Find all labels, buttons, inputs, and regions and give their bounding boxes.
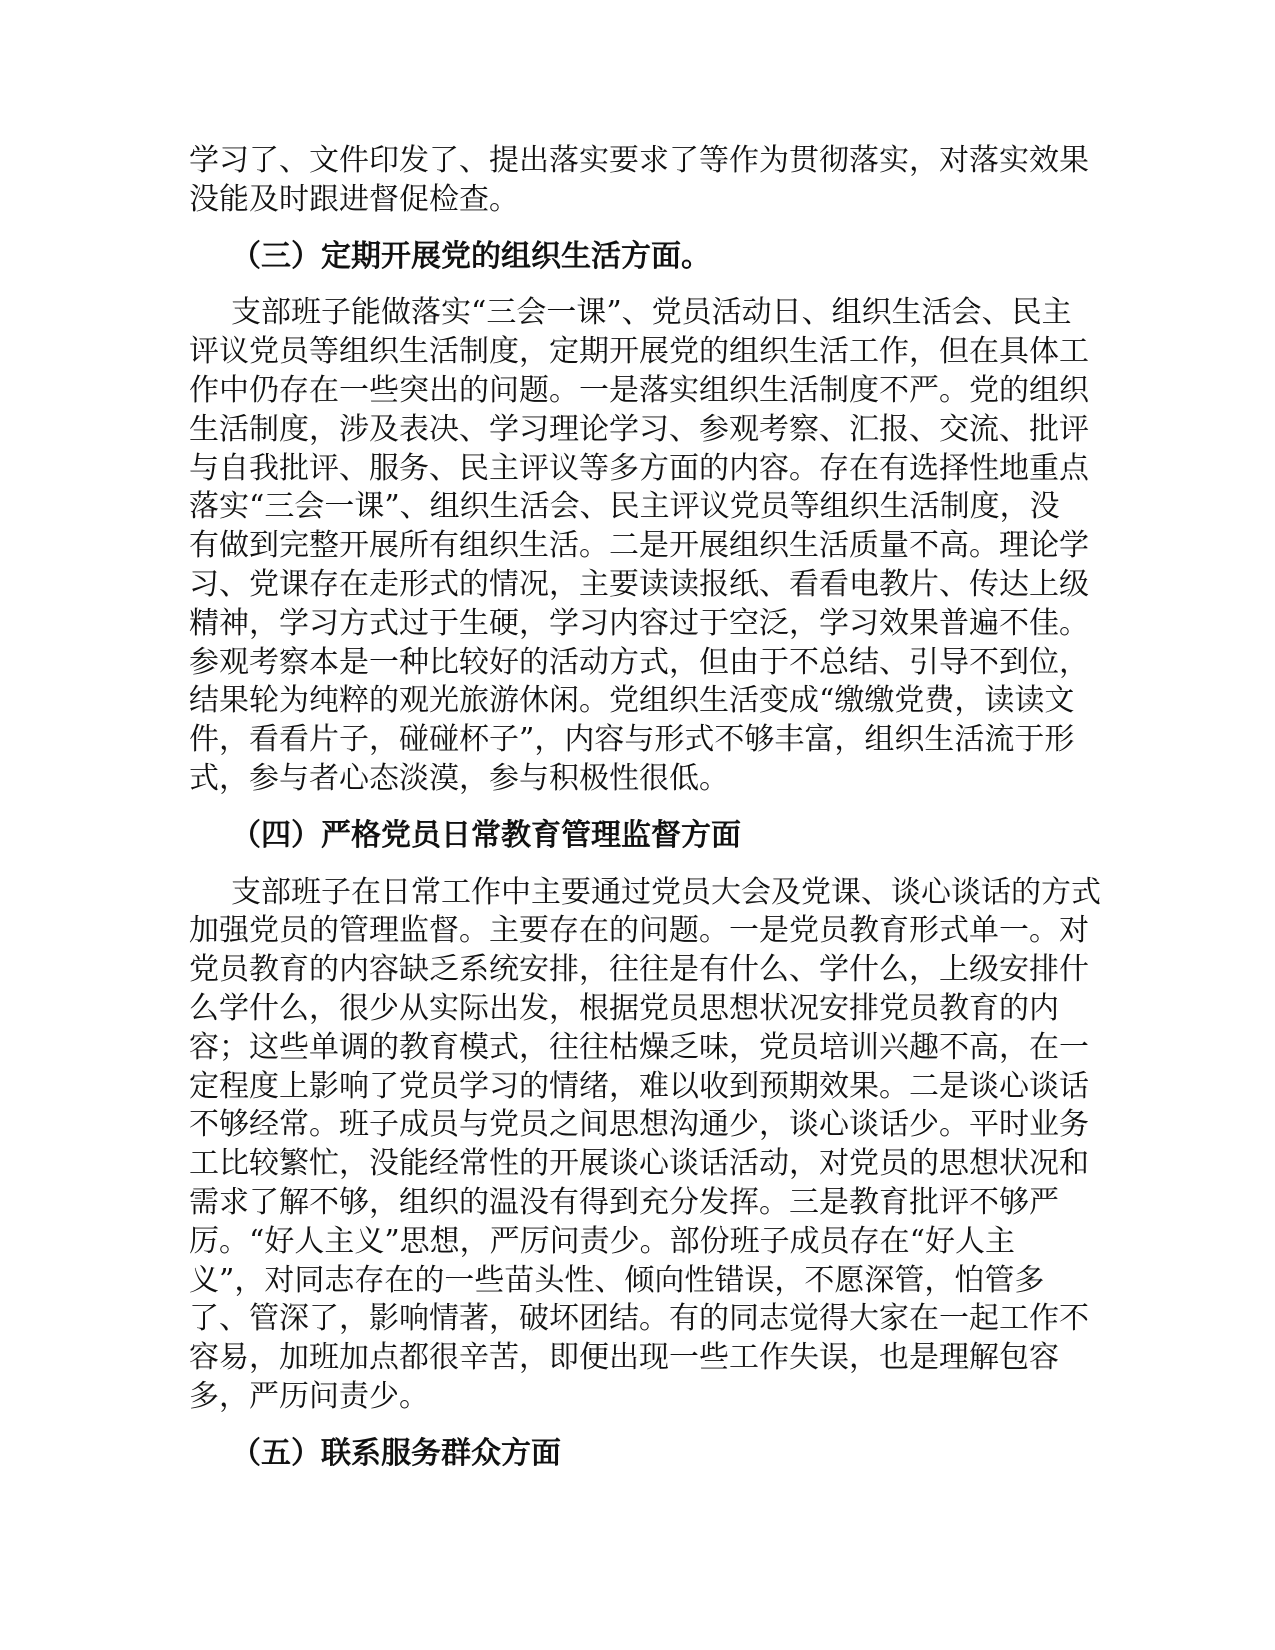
text-line: 多，严历问责少。	[189, 1378, 429, 1414]
text-line: 作中仍存在一些突出的问题。一是落实组织生活制度不严。党的组织	[189, 372, 1089, 408]
text-line: 习、党课存在走形式的情况，主要读读报纸、看看电教片、传达上级	[189, 566, 1089, 602]
text-line: 需求了解不够，组织的温没有得到充分发挥。三是教育批评不够严	[189, 1184, 1059, 1220]
text-line: 么学什么，很少从实际出发，根据党员思想状况安排党员教育的内	[189, 990, 1059, 1026]
text-line: 容；这些单调的教育模式，往往枯燥乏味，党员培训兴趣不高，在一	[189, 1029, 1089, 1065]
text-line: 生活制度，涉及表决、学习理论学习、参观考察、汇报、交流、批评	[189, 411, 1089, 447]
text-line: 有做到完整开展所有组织生活。二是开展组织生活质量不高。理论学	[189, 528, 1089, 564]
text-line: 精神，学习方式过于生硬，学习内容过于空泛，学习效果普遍不佳。	[189, 605, 1089, 641]
section-4-paragraph	[189, 874, 1101, 1417]
section-heading-3: （三）定期开展党的组织生活方面。	[231, 238, 711, 274]
text-line: 容易，加班加点都很辛苦，即便出现一些工作失误，也是理解包容	[189, 1340, 1059, 1376]
section-heading-4: （四）严格党员日常教育管理监督方面	[231, 817, 741, 853]
text-line: 与自我批评、服务、民主评议等多方面的内容。存在有选择性地重点	[189, 450, 1089, 486]
text-line: 支部班子在日常工作中主要通过党员大会及党课、谈心谈话的方式	[231, 874, 1101, 910]
text-line: 件，看看片子，碰碰杯子”，内容与形式不够丰富，组织生活流于形	[189, 722, 1075, 758]
text-line: 式，参与者心态淡漠，参与积极性很低。	[189, 760, 729, 796]
text-line: 党员教育的内容缺乏系统安排，往往是有什么、学什么，上级安排什	[189, 952, 1089, 988]
document-page	[189, 142, 1101, 1474]
section-3-paragraph	[189, 294, 1089, 798]
text-line: 加强党员的管理监督。主要存在的问题。一是党员教育形式单一。对	[189, 913, 1089, 949]
section-heading-5: （五）联系服务群众方面	[231, 1435, 561, 1471]
text-line: 不够经常。班子成员与党员之间思想沟通少，谈心谈话少。平时业务	[189, 1107, 1089, 1143]
text-line: 结果轮为纯粹的观光旅游休闲。党组织生活变成“缴缴党费，读读文	[189, 683, 1075, 719]
text-line: 没能及时跟进督促检查。	[189, 181, 519, 217]
text-line: 落实“三会一课”、组织生活会、民主评议党员等组织生活制度，没	[189, 489, 1060, 525]
text-line: 定程度上影响了党员学习的情绪，难以收到预期效果。二是谈心谈话	[189, 1068, 1089, 1104]
text-line: 支部班子能做落实“三会一课”、党员活动日、组织生活会、民主	[231, 295, 1072, 331]
text-line: 厉。“好人主义”思想，严厉问责少。部份班子成员存在“好人主	[189, 1223, 1016, 1259]
text-line: 了、管深了，影响情著，破坏团结。有的同志觉得大家在一起工作不	[189, 1301, 1089, 1337]
text-line: 学习了、文件印发了、提出落实要求了等作为贯彻落实，对落实效果	[189, 143, 1089, 178]
text-line: 义”，对同志存在的一些苗头性、倾向性错误，不愿深管，怕管多	[189, 1262, 1045, 1298]
text-line: 工比较繁忙，没能经常性的开展谈心谈话活动，对党员的思想状况和	[189, 1146, 1089, 1182]
paragraph-continuation	[189, 142, 1089, 220]
text-line: 参观考察本是一种比较好的活动方式，但由于不总结、引导不到位，	[189, 644, 1089, 680]
text-line: 评议党员等组织生活制度，定期开展党的组织生活工作，但在具体工	[189, 334, 1089, 370]
